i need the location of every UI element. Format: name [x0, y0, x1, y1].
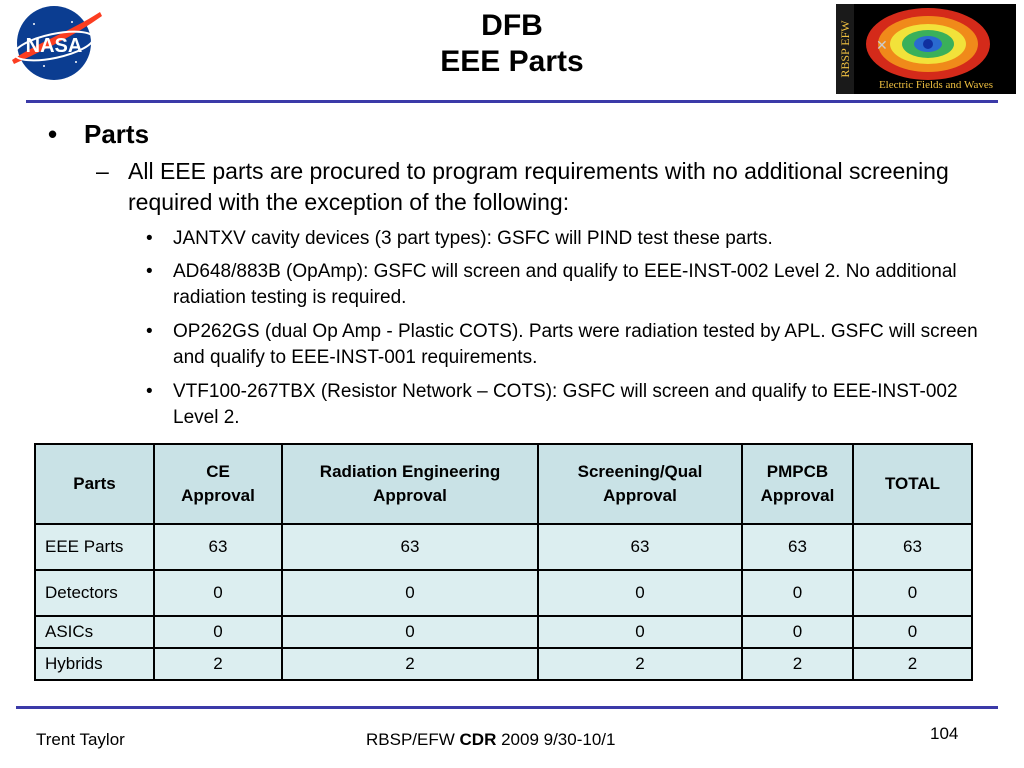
list-item	[146, 226, 986, 252]
column-header: PMPCB Approval	[742, 444, 853, 524]
table-row	[35, 648, 972, 680]
table-cell: 63	[742, 524, 853, 570]
table-header-row	[35, 444, 972, 524]
column-header: Radiation Engineering Approval	[282, 444, 538, 524]
list-item-text: VTF100-267TBX (Resistor Network – COTS): GSFC will screen and qualify to EEE-INST-002 Level 2.	[173, 381, 958, 428]
table-cell: 0	[282, 570, 538, 616]
title-line-2: EEE Parts	[440, 45, 584, 78]
column-header: Screening/Qual Approval	[538, 444, 742, 524]
table-cell: 0	[538, 616, 742, 648]
footer-event-prefix: RBSP/EFW	[366, 730, 460, 749]
table-cell: 0	[538, 570, 742, 616]
column-header: Parts	[35, 444, 154, 524]
list-item	[146, 259, 986, 311]
sub-bullet-text: All EEE parts are procured to program requirements with no additional screening required with the exception of the following:	[128, 158, 949, 215]
table-row	[35, 616, 972, 648]
header-divider	[26, 100, 998, 103]
bullet-glyph: •	[146, 261, 153, 282]
rbsp-logo-text: RBSP EFW	[838, 20, 852, 78]
table-cell: 63	[282, 524, 538, 570]
bullet-glyph: •	[146, 321, 153, 342]
table-cell: EEE Parts	[35, 524, 154, 570]
table-cell: 2	[154, 648, 282, 680]
table-cell: 0	[853, 570, 972, 616]
bullet-glyph: •	[146, 381, 153, 402]
table-cell: 0	[742, 616, 853, 648]
title-line-1: DFB	[481, 9, 543, 42]
bullet-heading	[48, 118, 149, 150]
list-item-text: JANTXV cavity devices (3 part types): GSFC will PIND test these parts.	[173, 228, 773, 249]
rbsp-logo-caption: Electric Fields and Waves	[878, 79, 994, 91]
bullet-glyph: •	[146, 228, 153, 249]
parts-approval-table	[34, 443, 973, 681]
page-number: 104	[930, 724, 959, 743]
table-cell: 0	[282, 616, 538, 648]
footer-event	[366, 730, 615, 750]
table-cell: 0	[853, 616, 972, 648]
table-cell: 63	[538, 524, 742, 570]
table-cell: Hybrids	[35, 648, 154, 680]
footer-event-suffix: 2009 9/30-10/1	[496, 730, 616, 749]
heading-text: Parts	[84, 119, 150, 149]
table-cell: 2	[742, 648, 853, 680]
dash-glyph: –	[96, 158, 109, 184]
table-cell: 2	[853, 648, 972, 680]
table-row	[35, 524, 972, 570]
nasa-logo-text: NASA	[25, 35, 83, 57]
list-item-text: AD648/883B (OpAmp): GSFC will screen and qualify to EEE-INST-002 Level 2. No additional radiation testing is required.	[173, 261, 957, 308]
table-cell: 63	[853, 524, 972, 570]
table-cell: 0	[742, 570, 853, 616]
table-row	[35, 570, 972, 616]
column-header: TOTAL	[853, 444, 972, 524]
list-item-text: OP262GS (dual Op Amp - Plastic COTS). Parts were radiation tested by APL. GSFC will screen and qualify to EEE-INST-001 requirements.	[173, 321, 978, 368]
table-cell: 2	[538, 648, 742, 680]
rbsp-efw-logo	[836, 4, 1016, 94]
table-cell: 63	[154, 524, 282, 570]
bullet-glyph: •	[48, 119, 58, 149]
table-cell: ASICs	[35, 616, 154, 648]
list-item	[146, 379, 986, 431]
table-cell: 0	[154, 570, 282, 616]
table-cell: Detectors	[35, 570, 154, 616]
table-cell: 0	[154, 616, 282, 648]
list-item	[146, 319, 986, 371]
sub-bullet	[96, 156, 956, 218]
svg-text:✕: ✕	[876, 38, 888, 54]
table-cell: 2	[282, 648, 538, 680]
column-header: CE Approval	[154, 444, 282, 524]
footer-divider	[16, 706, 998, 709]
footer-author: Trent Taylor	[36, 730, 125, 749]
footer-event-bold: CDR	[459, 730, 497, 749]
